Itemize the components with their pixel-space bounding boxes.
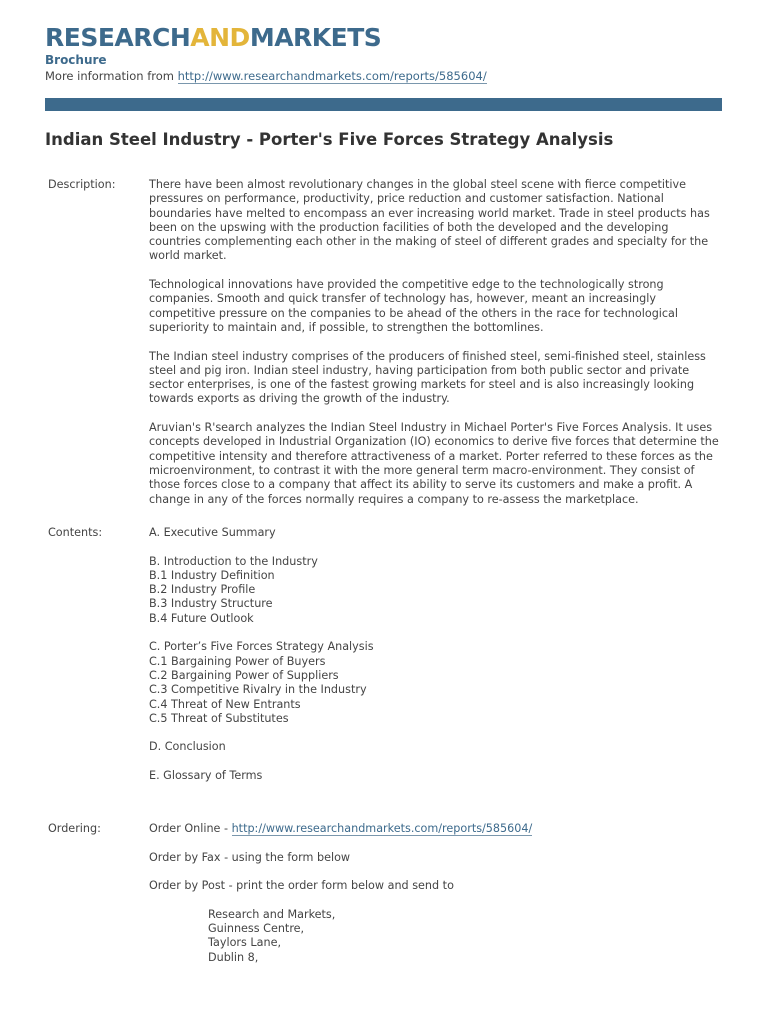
contents-item: D. Conclusion: [149, 740, 226, 754]
logo-part-and: AND: [190, 23, 250, 52]
address-line: Taylors Lane,: [208, 936, 282, 950]
logo-part-research: RESEARCH: [45, 23, 191, 52]
description-paragraph: Technological innovations have provided the competitive edge to the technologically strong companies. Smooth and quick transfer of technology has, however, meant an increasingly competitive pressure on the companies to be ahead of the others in the race for technological superiority to maintain and, if possible, to strengthen the bottomlines.: [149, 278, 679, 334]
address-line: Research and Markets,: [208, 907, 336, 921]
contents-item: E. Glossary of Terms: [149, 769, 263, 783]
company-logo: [45, 22, 381, 54]
contents-item: C. Porter’s Five Forces Strategy Analysis: [149, 640, 374, 654]
ordering-label: Ordering:: [48, 822, 101, 835]
contents-item: B.3 Industry Structure: [149, 597, 273, 611]
report-link[interactable]: http://www.researchandmarkets.com/reports/585604/: [177, 69, 487, 83]
order-post-line: Order by Post - print the order form below and send to: [149, 879, 454, 893]
contents-item: B. Introduction to the Industry: [149, 554, 318, 568]
contents-item: B.2 Industry Profile: [149, 583, 256, 597]
order-online-link[interactable]: http://www.researchandmarkets.com/reports/585604/: [231, 822, 533, 835]
order-fax-line: Order by Fax - using the form below: [149, 850, 351, 864]
contents-item: C.3 Competitive Rivalry in the Industry: [149, 683, 367, 697]
address-line: Dublin 8,: [208, 950, 259, 964]
contents-item: B.1 Industry Definition: [149, 568, 275, 582]
page-title: Indian Steel Industry - Porter's Five Forces Strategy Analysis: [45, 130, 614, 149]
contents-item: C.2 Bargaining Power of Suppliers: [149, 668, 339, 682]
contents-item: C.1 Bargaining Power of Buyers: [149, 654, 326, 668]
brochure-label: Brochure: [45, 53, 107, 67]
contents-item: C.5 Threat of Substitutes: [149, 711, 289, 725]
ordering-body: [149, 822, 724, 965]
contents-item: B.4 Future Outlook: [149, 611, 254, 625]
contents-label: Contents:: [48, 526, 103, 539]
contents-item: C.4 Threat of New Entrants: [149, 697, 301, 711]
description-paragraph: The Indian steel industry comprises of the producers of finished steel, semi-finished steel, stainless steel and pig iron. Indian steel industry, having participation from both public sector and private sector enterprises, is one of the fastest growing markets for steel and is also increasingly looking towards exports as driving the growth of the industry.: [149, 349, 706, 406]
contents-item: A. Executive Summary: [149, 526, 276, 539]
description-label: Description:: [48, 178, 116, 191]
logo-part-markets: MARKETS: [249, 23, 382, 52]
more-info-label: More information from: [45, 69, 178, 83]
order-online-line: [149, 822, 724, 836]
more-info-line: [45, 69, 487, 83]
address-line: Guinness Centre,: [208, 922, 305, 936]
description-body: [149, 178, 724, 521]
description-paragraph: Aruvian's R'search analyzes the Indian Steel Industry in Michael Porter's Five Forces Analysis. It uses concepts developed in Industrial Organization (IO) economics to derive five forces that determine the competitive intensity and therefore attractiveness of a market. Porter referred to these forces as the microenvironment, to contrast it with the more general term macro-environment. They consist of those forces close to a company that affect its ability to serve its customers and make a profit. A change in any of the forces normally requires a company to re-assess the marketplace.: [149, 421, 719, 506]
header-divider-bar: [45, 98, 722, 111]
contents-list: [149, 526, 724, 783]
order-online-prefix: Order Online -: [149, 822, 232, 835]
description-paragraph: There have been almost revolutionary changes in the global steel scene with fierce competitive pressures on performance, productivity, price reduction and customer satisfaction. National boundaries have melted to encompass an ever increasing world market. Trade in steel products has been on the upswing with the production facilities of both the developed and the developing countries complementing each other in the making of steel of different grades and specialty for the world market.: [149, 178, 710, 263]
